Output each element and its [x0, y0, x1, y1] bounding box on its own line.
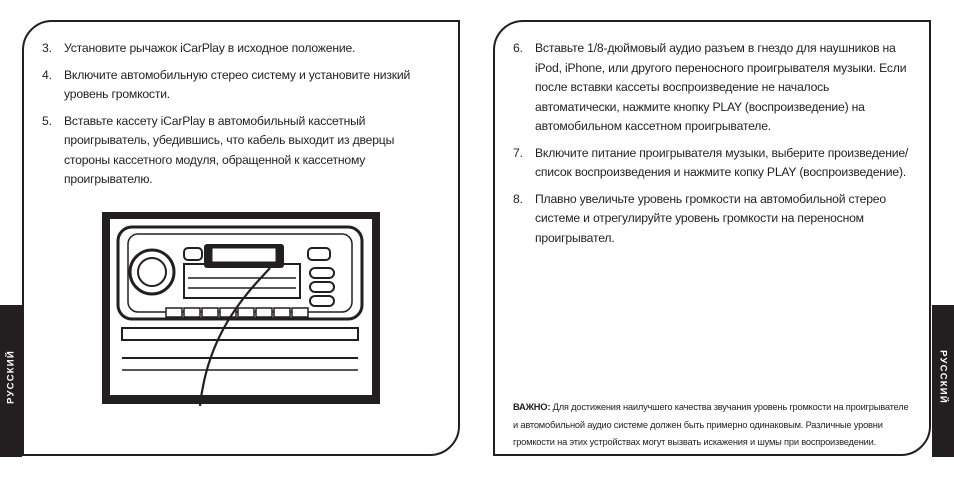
right-button: [310, 282, 334, 292]
cassette-door: [184, 264, 300, 298]
right-panel: [493, 20, 931, 456]
important-note-text: Для достижения наилучшего качества звучания уровень громкости на проигрывателе и автомобильной аудио системе должен быть примерно одинаковым. Различные уровни громкости на этих устройствах могут вызвать искажения и шумы при воспроизведении.: [513, 402, 909, 448]
eject-button: [184, 248, 202, 260]
step-text: Плавно увеличьте уровень громкости на автомобильной стерео системе и отрегулируйте уровень громкости на переносном проигрывател.: [535, 191, 886, 245]
step-number: 6.: [513, 41, 523, 55]
step-number: 5.: [42, 113, 52, 128]
step-7: [513, 144, 913, 183]
language-tab-label: РУССКИЙ: [937, 350, 949, 404]
step-text: Включите автомобильную стерео систему и установите низкий уровень громкости.: [64, 67, 411, 101]
volume-knob-center: [138, 258, 166, 286]
car-cassette-player-icon: [100, 210, 382, 406]
lower-shelf: [122, 328, 358, 340]
left-panel: [22, 20, 460, 456]
language-tab-right: [932, 305, 954, 457]
step-text: Вставьте кассету iCarPlay в автомобильный кассетный проигрыватель, убедившись, что кабель выходит из дверцы стороны кассетного модуля, обращенной к кассетному проигрывателю.: [64, 113, 395, 186]
important-note: [513, 399, 911, 452]
step-number: 4.: [42, 67, 52, 82]
step-number: 7.: [513, 145, 523, 160]
instruction-steps-right: [513, 39, 913, 255]
step-text: Вставьте 1/8-дюймовый аудио разъем в гнездо для наушников на iPod, iPhone, или другого переносного проигрывателя музыки. Если после вставки кассеты воспроизведение не началось автоматически, нажмите кнопку PLAY (воспроизведение) на автомобильном кассетном проигрывателе.: [535, 41, 907, 133]
step-text: Включите питание проигрывателя музыки, выберите произведение/список воспроизведения и нажмите копку PLAY (воспроизведение).: [535, 145, 909, 179]
language-tab-left: [0, 305, 22, 457]
step-text: Установите рычажок iCarPlay в исходное положение.: [64, 41, 356, 55]
step-5: [42, 112, 442, 190]
step-number: 3.: [42, 41, 52, 55]
instruction-steps-left: [42, 39, 442, 197]
step-6: [513, 39, 913, 137]
step-3: [42, 39, 442, 59]
important-note-label: ВАЖНО:: [513, 402, 551, 413]
right-button: [308, 248, 330, 260]
language-tab-label: РУССКИЙ: [5, 350, 17, 404]
step-8: [513, 190, 913, 249]
right-button: [310, 268, 334, 278]
right-button: [310, 296, 334, 306]
cassette-label: [212, 248, 276, 262]
step-4: [42, 66, 442, 105]
step-number: 8.: [513, 191, 523, 206]
